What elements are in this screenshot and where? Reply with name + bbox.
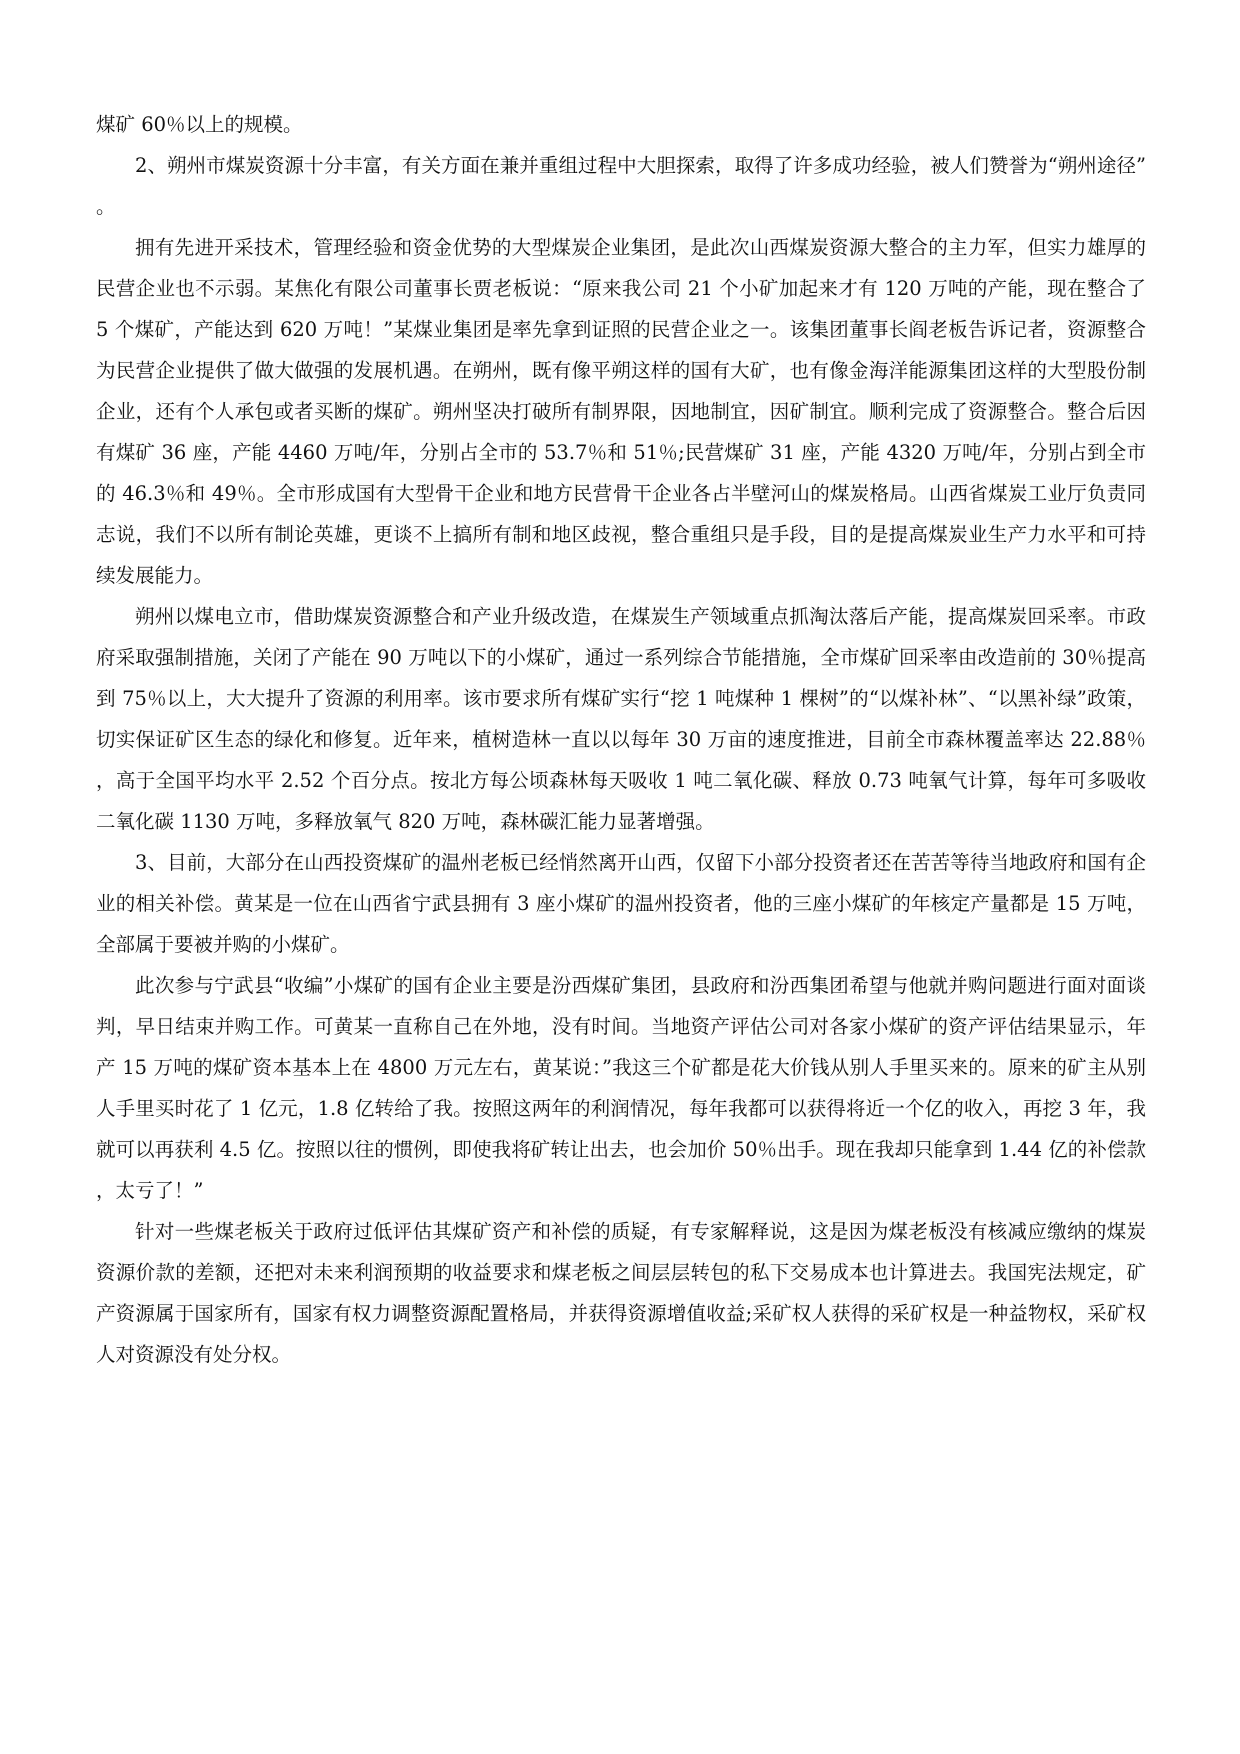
document-body [96,104,1146,1375]
paragraph-private-enterprises: 拥有先进开采技术，管理经验和资金优势的大型煤炭企业集团，是此次山西煤炭资源大整合的主力军，但实力雄厚的民营企业也不示弱。某焦化有限公司董事长贾老板说：“原来我公司 21 个小矿加起来才有 120 万吨的产能，现在整合了 5 个煤矿，产能达到 620 万吨！”某煤业集团是率先拿到证照的民营企业之一。该集团董事长阎老板告诉记者，资源整合为民营企业提供了做大做强的发展机遇。在朔州，既有像平朔这样的国有大矿，也有像金海洋能源集团这样的大型股份制企业，还有个人承包或者买断的煤矿。朔州坚决打破所有制界限，因地制宜，因矿制宜。顺利完成了资源整合。整合后因有煤矿 36 座，产能 4460 万吨/年，分别占全市的 53.7％和 51％;民营煤矿 31 座，产能 4320 万吨/年，分别占到全市的 46.3％和 49％。全市形成国有大型骨干企业和地方民营骨干企业各占半壁河山的煤炭格局。山西省煤炭工业厅负责同志说，我们不以所有制论英雄，更谈不上搞所有制和地区歧视，整合重组只是手段，目的是提高煤炭业生产力水平和可持续发展能力。 [96,236,1146,587]
paragraph-recovery-rate: 朔州以煤电立市，借助煤炭资源整合和产业升级改造，在煤炭生产领域重点抓淘汰落后产能，提高煤炭回采率。市政府采取强制措施，关闭了产能在 90 万吨以下的小煤矿，通过一系列综合节能措施，全市煤矿回采率由改造前的 30％提高到 75％以上，大大提升了资源的利用率。该市要求所有煤矿实行“挖 1 吨煤种 1 棵树”的“以煤补林”、“以黑补绿”政策，切实保证矿区生态的绿化和修复。近年来，植树造林一直以以每年 30 万亩的速度推进，目前全市森林覆盖率达 22.88％，高于全国平均水平 2.52 个百分点。按北方每公顷森林每天吸收 1 吨二氧化碳、释放 0.73 吨氧气计算，每年可多吸收二氧化碳 1130 万吨，多释放氧气 820 万吨，森林碳汇能力显著增强。 [96,605,1146,833]
paragraph-fenxi-group: 此次参与宁武县“收编”小煤矿的国有企业主要是汾西煤矿集团，县政府和汾西集团希望与他就并购问题进行面对面谈判，早日结束并购工作。可黄某一直称自己在外地，没有时间。当地资产评估公司对各家小煤矿的资产评估结果显示，年产 15 万吨的煤矿资本基本上在 4800 万元左右，黄某说：”我这三个矿都是花大价钱从别人手里买来的。原来的矿主从别人手里买时花了 1 亿元，1.8 亿转给了我。按照这两年的利润情况，每年我都可以获得将近一个亿的收入，再挖 3 年，我就可以再获利 4.5 亿。按照以往的惯例，即使我将矿转让出去，也会加价 50％出手。现在我却只能拿到 1.44 亿的补偿款，太亏了！” [96,974,1146,1202]
paragraph-shuozhou-path: 2、朔州市煤炭资源十分丰富，有关方面在兼并重组过程中大胆探索，取得了许多成功经验，被人们赞誉为“朔州途径”。 [96,154,1146,218]
paragraph-expert-explanation: 针对一些煤老板关于政府过低评估其煤矿资产和补偿的质疑，有专家解释说，这是因为煤老板没有核减应缴纳的煤炭资源价款的差额，还把对未来利润预期的收益要求和煤老板之间层层转包的私下交易成本也计算进去。我国宪法规定，矿产资源属于国家所有，国家有权力调整资源配置格局，并获得资源增值收益;采矿权人获得的采矿权是一种益物权，采矿权人对资源没有处分权。 [96,1220,1146,1366]
paragraph-continuation: 煤矿 60％以上的规模。 [96,113,303,136]
paragraph-wenzhou-investors: 3、目前，大部分在山西投资煤矿的温州老板已经悄然离开山西，仅留下小部分投资者还在苦苦等待当地政府和国有企业的相关补偿。黄某是一位在山西省宁武县拥有 3 座小煤矿的温州投资者，他的三座小煤矿的年核定产量都是 15 万吨，全部属于要被并购的小煤矿。 [96,851,1146,956]
